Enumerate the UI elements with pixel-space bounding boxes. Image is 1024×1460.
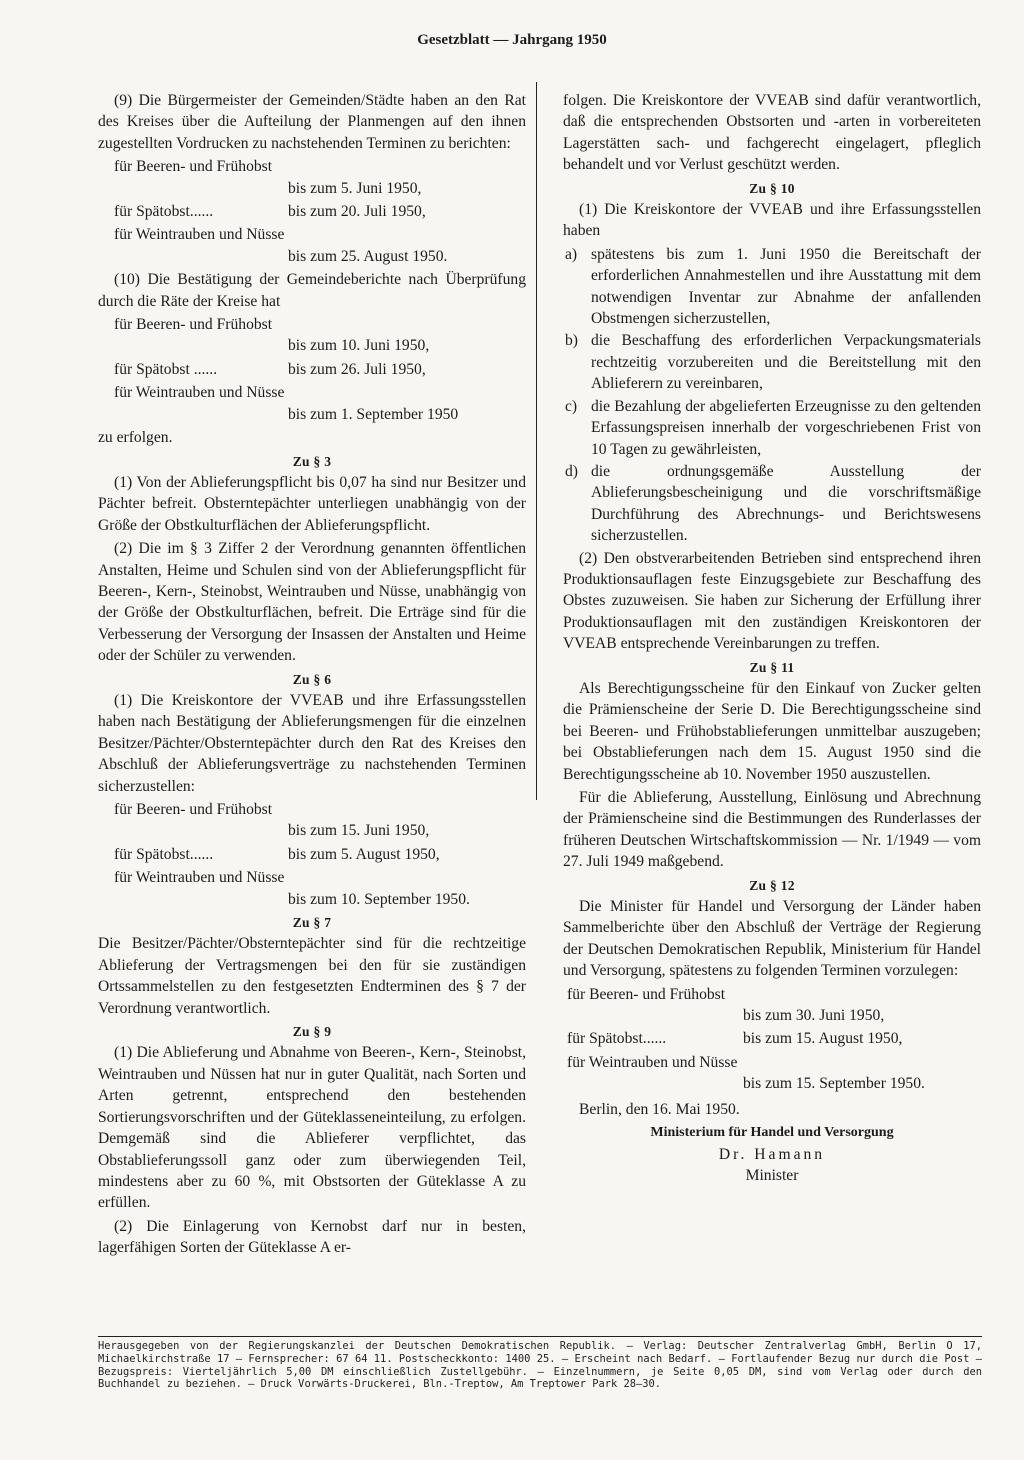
signature-title: Minister — [745, 1166, 799, 1184]
term-label: für Beeren- und Frühobst — [114, 801, 273, 818]
term-label: für Weintrauben und Nüsse — [114, 869, 285, 887]
term-date: bis zum 15. September 1950. — [743, 1075, 925, 1093]
section-heading-7: Zu § 7 — [292, 915, 332, 931]
term-label: für Spätobst...... — [114, 845, 214, 863]
section-3-paragraph-2: (2) Die im § 3 Ziffer 2 der Verordnung genannten öffentlichen Anstalten, Heime und Schulen sind von der Ablieferungspflicht für Beeren-, Kern-, Steinobst, Weintrauben und Nüsse, unabhängig von der Größe der Obstkulturflächen, befreit. Die Erträge sind für die Verbesserung der Versorgung der Insassen der Anstalten und Heime oder der Schüler zu verwenden. — [98, 540, 526, 665]
term-row — [114, 844, 526, 865]
section-heading-10: Zu § 10 — [749, 180, 795, 196]
term-label: für Weintrauben und Nüsse — [114, 384, 285, 402]
section-heading-3: Zu § 3 — [292, 453, 332, 469]
term-label: für Weintrauben und Nüsse — [114, 226, 285, 244]
section-12-paragraph-1: Die Minister für Handel und Versorgung der Länder haben Sammelberichte über den Abschluß der Verträge der Regierung der Deutschen Demokratischen Republik, Ministerium für Handel und Versorgung, spätestens zu folgenden Terminen vorzulegen: — [563, 898, 981, 980]
term-date: bis zum 15. August 1950, — [743, 1030, 903, 1048]
term-date: bis zum 5. Juni 1950, — [288, 179, 422, 197]
term-label: für Spätobst...... — [114, 203, 214, 221]
place-date: Berlin, den 16. Mai 1950. — [579, 1100, 740, 1118]
section-11-paragraph-1: Als Berechtigungsscheine für den Einkauf von Zucker gelten die Prämienscheine der Serie D. Die Berechtigungsscheine sind bei Beeren- und Frühobstablieferungen unmittelbar auszugeben; bei Obstablieferungen nach dem 15. August 1950 sind die Berechtigungsscheine ab 10. November 1950 auszustellen. — [563, 679, 981, 783]
section-9-paragraph-1: (1) Die Ablieferung und Abnahme von Beeren-, Kern-, Steinobst, Weintrauben und Nüssen hat nur in guter Qualität, nach Sorten und Arten getrennt, entsprechend den bestehenden Sortierungsvorschriften und der Güteklasseneinteilung, zu erfolgen. Demgemäß sind die Ablieferer verpflichtet, das Obstablieferungssoll ganz oder zum überwiegenden Teil, mindestens aber zu 60 %, mit Obstsorten der Güteklasse A zu erfüllen. — [98, 1044, 526, 1212]
list-marker: b) — [565, 332, 578, 350]
terms-list-9 — [98, 156, 526, 267]
list-text: die ordnungsgemäße Ausstellung der Ablieferungsbescheinigung und die vorschriftsmäßige Durchführung des Abrechnungs- und Berichtswesens sicherzustellen. — [591, 462, 981, 545]
term-date: bis zum 10. September 1950. — [288, 890, 470, 908]
column-divider — [536, 82, 537, 800]
term-date: bis zum 5. August 1950, — [288, 845, 440, 863]
publisher-footer: Herausgegeben von der Regierungskanzlei der Deutschen Demokratischen Republik. — Verlag: Deutscher Zentralverlag GmbH, Berlin O 17, Michaelkirchstraße 17 — Fernsprecher: 67 64 11. Postscheckkonto: 1400 25. — Erscheint nach Bedarf. — Fortlaufender Bezug nur durch die Post — Bezugspreis: Vierteljährlich 5,00 DM einschließlich Zustellgebühr. — Einzelnummern, je Seite 0,05 DM, sind vom Verlag oder durch den Buchhandel zu beziehen. — Druck Vorwärts-Druckerei, Bln.-Treptow, Am Treptower Park 28—30. — [98, 1340, 982, 1391]
term-date: bis zum 10. Juni 1950, — [288, 337, 430, 355]
signature-organization: Ministerium für Handel und Versorgung — [650, 1125, 894, 1141]
terms-list-6 — [98, 799, 526, 910]
list-item — [563, 330, 981, 394]
section-heading-9: Zu § 9 — [292, 1024, 332, 1040]
term-label: für Spätobst...... — [567, 1030, 667, 1048]
paragraph-9: (9) Die Bürgermeister der Gemeinden/Städte haben an den Rat des Kreises über die Aufteilung der Planmengen auf den ihnen zugestellten Vordrucken zu nachstehenden Terminen zu berichten: — [98, 92, 526, 152]
paragraph-10-end: zu erfolgen. — [98, 429, 173, 447]
list-marker: c) — [565, 397, 578, 415]
term-label: für Spätobst ...... — [114, 360, 218, 378]
section-7-paragraph-1: Die Besitzer/Pächter/Obsterntepächter sind für die rechtzeitige Ablieferung der Vertragsmengen bei den für sie zuständigen Ortssammelstellen zu den festgesetzten Endterminen des § 7 der Verordnung verantwortlich. — [98, 935, 526, 1017]
term-date: bis zum 25. August 1950. — [288, 247, 448, 265]
term-row — [567, 1028, 981, 1049]
list-marker: a) — [565, 245, 578, 263]
term-row — [114, 359, 526, 380]
footer-rule — [98, 1336, 982, 1337]
section-heading-6: Zu § 6 — [292, 671, 332, 687]
terms-list-10 — [98, 314, 526, 425]
list-text: die Bezahlung der abgelieferten Erzeugnisse zu den geltenden Erfassungspreisen innerhalb der vorgeschriebenen Frist von 10 Tagen zu gewährleisten, — [591, 397, 981, 458]
left-column — [98, 90, 526, 1261]
signature-name: Dr. Hamann — [718, 1145, 826, 1163]
list-item — [563, 461, 981, 547]
terms-list-12 — [563, 984, 981, 1095]
section-heading-11: Zu § 11 — [749, 659, 795, 675]
list-marker: d) — [565, 462, 578, 480]
list-text: die Beschaffung des erforderlichen Verpackungsmaterials rechtzeitig vorzubereiten und die Bereitstellung mit den Ablieferern zu vereinbaren, — [591, 332, 981, 393]
section-10-paragraph-2: (2) Den obstverarbeitenden Betrieben sind entsprechend ihren Produktionsauflagen feste Einzugsgebiete zur Beschaffung des Obstes zuzuweisen. Sie haben zur Sicherung der Erfüllung ihrer Produktionsauflagen mit den zuständigen Kreiskontoren der VVEAB entsprechende Vereinbarungen zu treffen. — [563, 549, 981, 653]
right-column — [563, 90, 981, 1186]
term-label: für Weintrauben und Nüsse — [567, 1053, 738, 1071]
section-9-paragraph-2: (2) Die Einlagerung von Kernobst darf nur in besten, lagerfähigen Sorten der Güteklasse A er- — [98, 1217, 526, 1257]
paragraph-10: (10) Die Bestätigung der Gemeindeberichte nach Überprüfung durch die Räte der Kreise hat — [98, 271, 526, 310]
term-row — [114, 201, 526, 222]
term-date: bis zum 20. Juli 1950, — [288, 203, 426, 221]
section-heading-12: Zu § 12 — [749, 877, 795, 893]
list-text: spätestens bis zum 1. Juni 1950 die Bereitschaft der erforderlichen Annahmestellen und ihre Ausstattung mit dem notwendigen Inventar zur Abnahme der anfallenden Obstmengen sicherzustellen, — [591, 245, 981, 328]
term-label: für Beeren- und Frühobst — [567, 985, 726, 1003]
term-date: bis zum 30. Juni 1950, — [743, 1007, 885, 1025]
list-item — [563, 396, 981, 460]
term-date: bis zum 26. Juli 1950, — [288, 360, 426, 378]
section-11-paragraph-2: Für die Ablieferung, Ausstellung, Einlösung und Abrechnung der Prämienscheine sind die Bestimmungen des Runderlasses der früheren Deutschen Wirtschaftskommission — Nr. 1/1949 — vom 27. Juli 1949 maßgebend. — [563, 789, 981, 871]
section-6-paragraph-1: (1) Die Kreiskontore der VVEAB und ihre Erfassungsstellen haben nach Bestätigung der Ablieferungsmengen für die einzelnen Besitzer/Pächter/Obsterntepächter durch den Rat des Kreises den Abschluß der Ablieferungsverträge zu nachstehenden Terminen sicherzustellen: — [98, 691, 526, 795]
section-10-paragraph-1: (1) Die Kreiskontore der VVEAB und ihre Erfassungsstellen haben — [563, 201, 981, 240]
term-date: bis zum 15. Juni 1950, — [288, 822, 430, 840]
term-label: für Beeren- und Frühobst — [114, 158, 273, 176]
section-10-list — [563, 244, 981, 547]
section-3-paragraph-1: (1) Von der Ablieferungspflicht bis 0,07 ha sind nur Besitzer und Pächter befreit. Obsterntepächter unterliegen unabhängig von der Größe der Obstkulturflächen der Ablieferungspflicht. — [98, 473, 526, 534]
list-item — [563, 244, 981, 330]
term-date: bis zum 1. September 1950 — [288, 405, 459, 423]
continued-paragraph: folgen. Die Kreiskontore der VVEAB sind dafür verantwortlich, daß die entsprechenden Obstsorten und -arten in vorbereiteten Lagerstätten sach- und fachgerecht eingelagert, pfleglich behandelt und vor Verlust geschützt werden. — [563, 92, 981, 174]
page-header: Gesetzblatt — Jahrgang 1950 — [417, 32, 607, 48]
term-label: für Beeren- und Frühobst — [114, 316, 273, 334]
